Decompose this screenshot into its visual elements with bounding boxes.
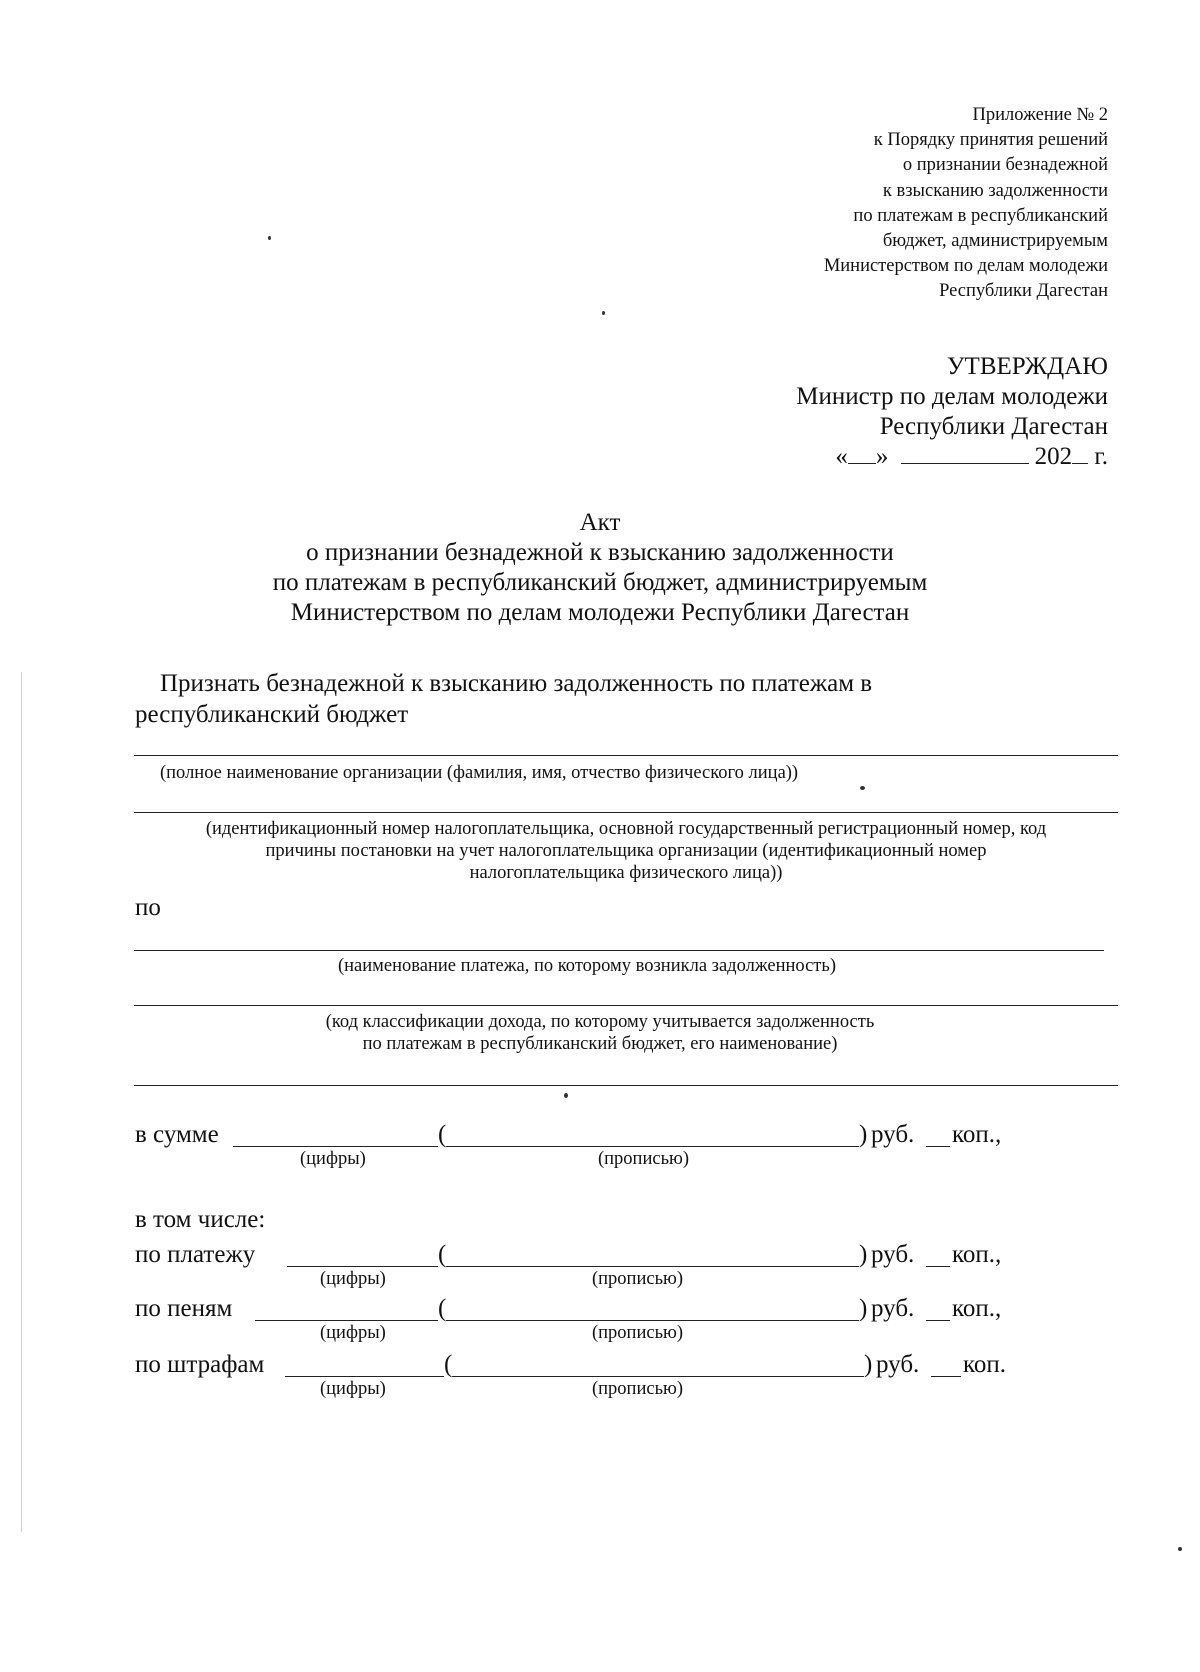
- approval-heading: УТВЕРЖДАЮ: [946, 353, 1108, 380]
- appendix-line: к Порядку принятия решений: [873, 130, 1108, 151]
- total-kop-blank: [926, 1146, 950, 1147]
- inn-caption-line: (идентификационный номер налогоплательщика, основной государственный регистрационный номер, код: [205, 819, 1047, 839]
- date-year-blank: [1072, 443, 1088, 464]
- fine-close-paren: ): [864, 1351, 873, 1378]
- total-digits-caption: (цифры): [300, 1149, 366, 1169]
- kbk-caption-line: по платежам в республиканский бюджет, его наименование): [362, 1034, 838, 1054]
- penalty-open-paren: (: [438, 1295, 447, 1322]
- fine-digits-blank: [285, 1376, 444, 1377]
- scan-speck: [602, 311, 605, 315]
- kbk-name-line: [134, 1085, 1118, 1086]
- scan-speck: [1178, 1547, 1182, 1551]
- penalty-close-paren: ): [859, 1295, 868, 1322]
- total-sum-label: в сумме: [135, 1121, 219, 1148]
- payment-kop: коп.,: [952, 1241, 1002, 1268]
- title-line: о признании безнадежной к взысканию задолженности: [306, 539, 894, 566]
- penalty-sum-label: по пеням: [135, 1295, 233, 1322]
- payment-sum-label: по платежу: [135, 1241, 256, 1268]
- date-day-blank: [848, 443, 876, 464]
- act-title: [200, 508, 1000, 628]
- approval-region: Республики Дагестан: [879, 413, 1108, 440]
- total-currency: руб.: [871, 1121, 915, 1148]
- payment-name-caption: (наименование платежа, по которому возникла задолженность): [338, 956, 836, 976]
- inn-line: [134, 812, 1118, 813]
- payment-name-line: [134, 950, 1104, 951]
- penalty-digits-blank: [255, 1320, 438, 1321]
- appendix-block: [824, 103, 1108, 305]
- penalty-currency: руб.: [871, 1295, 915, 1322]
- total-close-paren: ): [859, 1121, 868, 1148]
- total-words-blank: [446, 1146, 859, 1147]
- inn-caption-line: налогоплательщика физического лица)): [469, 863, 783, 883]
- payment-words-blank: [446, 1266, 859, 1267]
- payment-digits-caption: (цифры): [320, 1269, 386, 1289]
- appendix-line: Министерством по делам молодежи: [823, 256, 1108, 277]
- payment-open-paren: (: [438, 1241, 447, 1268]
- fine-words-caption: (прописью): [592, 1379, 683, 1399]
- fine-digits-caption: (цифры): [320, 1379, 386, 1399]
- payment-currency: руб.: [871, 1241, 915, 1268]
- total-words-caption: (прописью): [598, 1149, 689, 1169]
- approval-date: [796, 442, 1108, 472]
- org-name-caption: (полное наименование организации (фамилия, имя, отчество физического лица)): [160, 763, 799, 783]
- appendix-line: о признании безнадежной: [902, 155, 1108, 176]
- inn-caption-line: причины постановки на учет налогоплательщика организации (идентификационный номер: [265, 841, 987, 861]
- scan-margin-line: [21, 672, 22, 1532]
- inn-caption: [134, 818, 1118, 884]
- org-name-line: [134, 755, 1118, 756]
- payment-digits-blank: [287, 1266, 438, 1267]
- date-quote-close: »: [875, 443, 889, 470]
- penalty-words-blank: [446, 1320, 859, 1321]
- date-year-suffix: г.: [1094, 443, 1108, 470]
- total-digits-blank: [233, 1146, 438, 1147]
- total-kop: коп.,: [952, 1121, 1002, 1148]
- fine-words-blank: [452, 1376, 864, 1377]
- approval-block: [796, 352, 1108, 472]
- date-month-blank: [901, 443, 1029, 464]
- kbk-caption: [200, 1011, 1000, 1055]
- po-label: по: [135, 894, 161, 921]
- intro-line-1: Признать безнадежной к взысканию задолженность по платежам в: [160, 670, 873, 697]
- payment-close-paren: ): [859, 1241, 868, 1268]
- penalty-kop: коп.,: [952, 1295, 1002, 1322]
- appendix-line: к взысканию задолженности: [882, 180, 1108, 201]
- fine-sum-label: по штрафам: [135, 1351, 265, 1378]
- appendix-line: бюджет, администрируемым: [882, 231, 1108, 252]
- payment-kop-blank: [926, 1266, 950, 1267]
- fine-kop-blank: [931, 1376, 961, 1377]
- including-label: в том числе:: [135, 1206, 266, 1233]
- penalty-words-caption: (прописью): [592, 1323, 683, 1343]
- title-line: по платежам в республиканский бюджет, администрируемым: [272, 569, 928, 596]
- penalty-kop-blank: [926, 1320, 950, 1321]
- fine-kop: коп.: [963, 1351, 1007, 1378]
- scan-speck: [268, 236, 271, 240]
- date-year: 202: [1034, 443, 1073, 470]
- scan-speck: [860, 786, 865, 790]
- appendix-line: по платежам в республиканский: [853, 205, 1108, 226]
- appendix-line: Республики Дагестан: [939, 281, 1108, 302]
- kbk-line: [134, 1005, 1118, 1006]
- penalty-digits-caption: (цифры): [320, 1323, 386, 1343]
- payment-words-caption: (прописью): [592, 1269, 683, 1289]
- title-line: Акт: [579, 509, 621, 536]
- title-line: Министерством по делам молодежи Республики Дагестан: [290, 599, 910, 626]
- scan-speck: [564, 1093, 568, 1098]
- date-quote-open: «: [835, 443, 848, 470]
- fine-currency: руб.: [876, 1351, 920, 1378]
- approval-position: Министр по делам молодежи: [796, 383, 1108, 410]
- fine-open-paren: (: [444, 1351, 453, 1378]
- intro-line-2: республиканский бюджет: [135, 701, 409, 728]
- total-open-paren: (: [438, 1121, 447, 1148]
- appendix-line: Приложение № 2: [972, 105, 1108, 125]
- kbk-caption-line: (код классификации дохода, по которому учитывается задолженность: [325, 1012, 875, 1032]
